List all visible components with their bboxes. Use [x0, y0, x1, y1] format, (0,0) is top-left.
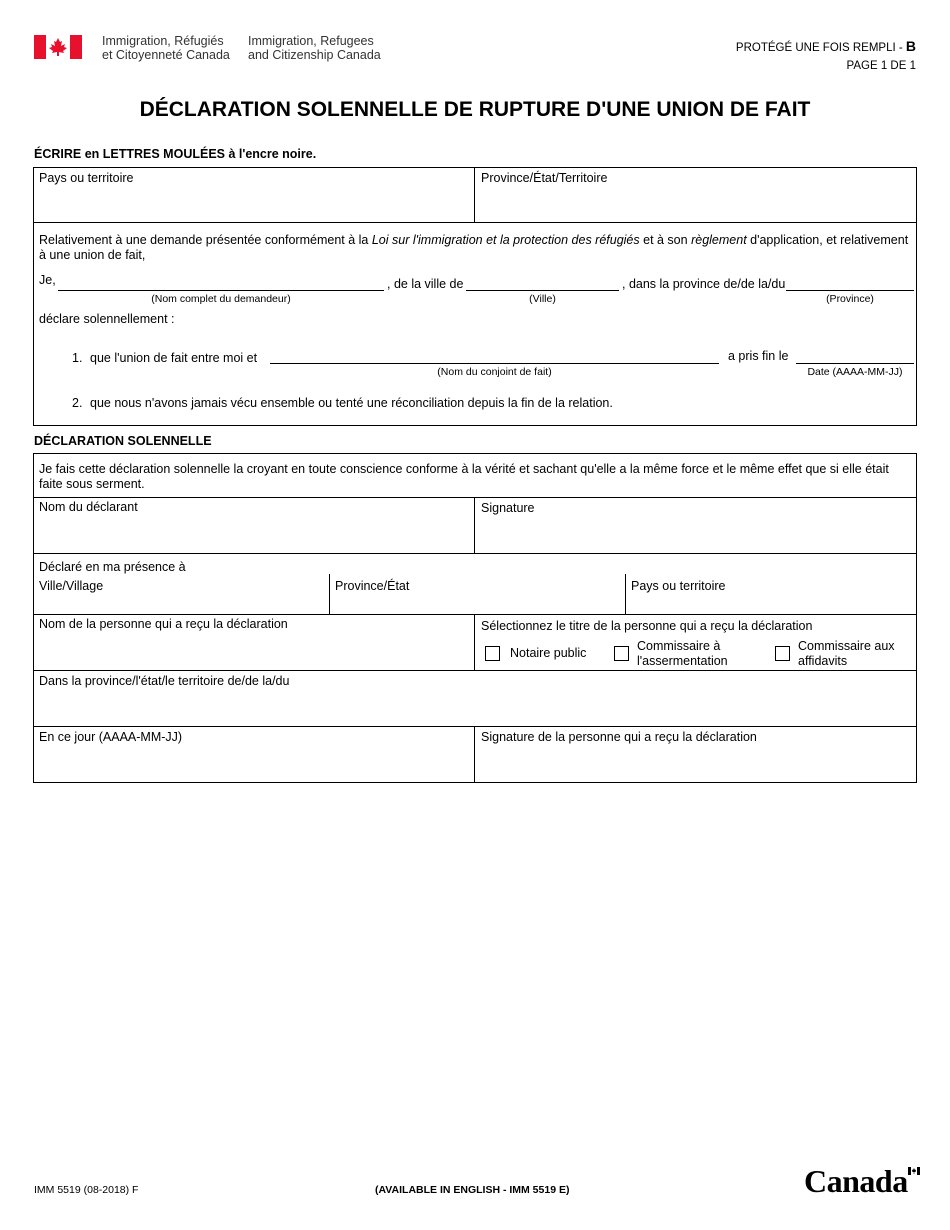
protected-text: PROTÉGÉ UNE FOIS REMPLI - — [735, 42, 906, 54]
available-in-english: (AVAILABLE IN ENGLISH - IMM 5519 E) — [375, 1184, 570, 1196]
spouse-name-line — [270, 363, 719, 364]
province-caption: (Province) — [826, 293, 874, 305]
receiver-name-label: Nom de la personne qui a reçu la déclaration — [39, 617, 288, 631]
country-territory-field[interactable] — [631, 594, 911, 612]
divider — [33, 614, 917, 615]
end-date-line — [796, 363, 914, 364]
commissioner-affidavits-line2: affidavits — [798, 654, 848, 668]
commissioner-oaths-checkbox[interactable] — [614, 646, 629, 661]
dept-en-line2: and Citizenship Canada — [248, 48, 381, 62]
department-name-english — [248, 34, 381, 62]
protected-label — [736, 38, 916, 54]
declared-before-label: Déclaré en ma présence à — [39, 560, 186, 574]
notary-label: Notaire public — [510, 646, 587, 660]
declarant-name-field[interactable] — [39, 516, 469, 550]
applicant-name-caption: (Nom complet du demandeur) — [151, 293, 291, 305]
mini-flag-icon — [908, 1167, 920, 1175]
dept-en-line1: Immigration, Refugees — [248, 34, 374, 48]
province-inline-label: , dans la province de/de la/du — [622, 277, 786, 291]
divider — [33, 497, 917, 498]
commissioner-oaths-label — [637, 639, 728, 669]
this-day-label: En ce jour (AAAA-MM-JJ) — [39, 730, 183, 744]
form-id: IMM 5519 (08-2018) F — [34, 1184, 139, 1196]
intro-text-1: Relativement à une demande présentée conformément à la — [39, 233, 372, 247]
commissioner-oaths-line2: l'assermentation — [637, 654, 728, 668]
province-field[interactable] — [481, 187, 911, 219]
protected-letter: B — [905, 38, 916, 54]
country-label: Pays ou territoire — [39, 171, 134, 185]
department-name-french — [102, 34, 230, 62]
receiver-signature-field[interactable] — [481, 746, 911, 780]
in-province-label: Dans la province/l'état/le territoire de/de la/du — [39, 674, 290, 688]
province-label: Province/État/Territoire — [481, 171, 608, 185]
item1-text: que l'union de fait entre moi et — [90, 351, 258, 365]
commissioner-affidavits-label — [798, 639, 895, 669]
intro-law-name: Loi sur l'immigration et la protection des réfugiés — [371, 233, 640, 247]
divider — [474, 614, 475, 670]
town-label: Ville/Village — [39, 579, 104, 593]
town-field[interactable] — [39, 594, 324, 612]
province-line — [786, 290, 914, 291]
province-state-label: Province/État — [335, 579, 410, 593]
city-label: , de la ville de — [387, 277, 464, 291]
solemn-declaration-heading: DÉCLARATION SOLENNELLE — [34, 434, 212, 448]
divider — [33, 553, 917, 554]
divider — [33, 726, 917, 727]
divider — [33, 222, 917, 223]
page-number: PAGE 1 DE 1 — [846, 60, 916, 72]
divider — [33, 670, 917, 671]
dept-fr-line1: Immigration, Réfugiés — [102, 34, 224, 48]
item1-end-text: a pris fin le — [728, 349, 789, 363]
city-caption: (Ville) — [529, 293, 556, 305]
divider — [329, 574, 330, 614]
divider — [625, 574, 626, 614]
instruction-text: ÉCRIRE en LETTRES MOULÉES à l'encre noire. — [34, 147, 317, 161]
intro-text-3: d'application, et relativement à une union de fait, — [39, 233, 909, 262]
canada-wordmark-text: Canada — [804, 1163, 908, 1199]
intro-text-2: et à son — [639, 233, 692, 247]
declarant-name-label: Nom du déclarant — [39, 500, 138, 514]
signature-field[interactable] — [481, 516, 911, 550]
dept-fr-line2: et Citoyenneté Canada — [102, 48, 230, 62]
item1-number: 1. — [72, 351, 83, 365]
receiver-name-field[interactable] — [39, 633, 469, 667]
item2-number: 2. — [72, 396, 83, 410]
divider — [474, 726, 475, 783]
declare-label: déclare solennellement : — [39, 312, 175, 326]
signature-label: Signature — [481, 501, 535, 515]
intro-paragraph — [39, 233, 915, 263]
divider — [474, 167, 475, 222]
commissioner-affidavits-checkbox[interactable] — [775, 646, 790, 661]
page-title: DÉCLARATION SOLENNELLE DE RUPTURE D'UNE UNION DE FAIT — [139, 98, 811, 121]
in-province-field[interactable] — [39, 690, 911, 723]
receiver-signature-label: Signature de la personne qui a reçu la déclaration — [481, 730, 757, 744]
end-date-field[interactable] — [796, 347, 914, 363]
intro-regulation: règlement — [691, 233, 747, 247]
canada-wordmark — [804, 1163, 908, 1200]
city-line — [466, 290, 619, 291]
applicant-name-line — [58, 290, 384, 291]
notary-checkbox[interactable] — [485, 646, 500, 661]
spouse-name-caption: (Nom du conjoint de fait) — [437, 366, 552, 378]
country-territory-label: Pays ou territoire — [631, 579, 726, 593]
canada-flag-icon — [34, 35, 82, 59]
divider — [474, 497, 475, 553]
commissioner-affidavits-line1: Commissaire aux — [798, 639, 895, 653]
province-inline-field[interactable] — [786, 274, 914, 290]
declaration-statement: Je fais cette déclaration solennelle la croyant en toute conscience conforme à la vérité et sachant qu'elle a la même force et le même effet que si elle était faite sous serment. — [39, 462, 889, 491]
spouse-name-field[interactable] — [270, 347, 719, 363]
select-title-label: Sélectionnez le titre de la personne qui a reçu la déclaration — [481, 619, 813, 633]
end-date-caption: Date (AAAA-MM-JJ) — [807, 366, 903, 378]
je-label: Je, — [39, 273, 56, 287]
this-day-field[interactable] — [39, 746, 469, 780]
country-field[interactable] — [39, 187, 469, 219]
item2-text: que nous n'avons jamais vécu ensemble ou tenté une réconciliation depuis la fin de la relation. — [90, 396, 613, 410]
commissioner-oaths-line1: Commissaire à — [637, 639, 721, 653]
province-state-field[interactable] — [335, 594, 620, 612]
city-field[interactable] — [466, 274, 619, 290]
applicant-name-field[interactable] — [58, 274, 384, 290]
